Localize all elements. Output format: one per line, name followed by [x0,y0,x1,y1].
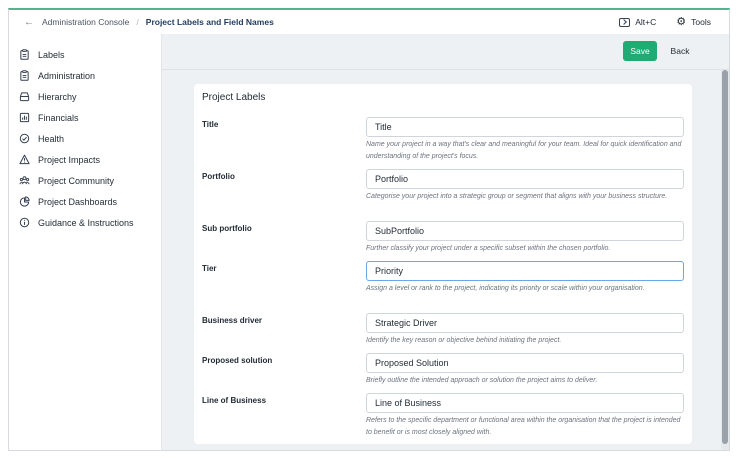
sidebar-item-label: Hierarchy [38,91,77,102]
sidebar-item-label: Labels [38,49,65,60]
dashboard-icon [19,196,30,207]
community-icon [19,175,30,186]
shortcut-label: Alt+C [635,17,657,27]
title-input[interactable]: Title [366,117,684,137]
breadcrumb-current: Project Labels and Field Names [145,17,274,27]
breadcrumb-parent[interactable]: Administration Console [42,17,130,27]
field-help-line-of-business: Refers to the specific department or functional area within the organisation that the project is intended to benefit or is most closely aligned with. [366,417,681,436]
sidebar-item-label: Administration [38,70,96,81]
sidebar-item-administration[interactable] [9,65,161,86]
card-title: Project Labels [202,92,266,103]
health-icon [19,133,30,144]
field-help-proposed-solution: Briefly outline the intended approach or solution the project aims to deliver. [366,377,598,384]
sidebar-item-label: Project Community [38,175,115,186]
line-of-business-input[interactable]: Line of Business [366,393,684,413]
sidebar-item-label: Guidance & Instructions [38,217,134,228]
scrollbar-thumb[interactable] [722,70,728,444]
clipboard-icon [19,70,30,81]
sidebar-item-label: Health [38,133,65,144]
field-label-title: Title [202,120,219,129]
sidebar-item-project-dashboards[interactable] [9,191,161,212]
warning-icon [19,154,30,165]
project-labels-card [194,84,692,444]
sidebar [9,34,161,450]
sidebar-item-label: Project Dashboards [38,196,118,207]
sidebar-item-label: Financials [38,112,79,123]
field-label-business-driver: Business driver [202,316,263,325]
breadcrumb-separator: / [136,17,139,27]
portfolio-input[interactable]: Portfolio [366,169,684,189]
save-button[interactable]: Save [623,41,657,61]
top-right-tools [619,10,711,34]
field-label-portfolio: Portfolio [202,172,235,181]
hierarchy-icon [19,91,30,102]
sidebar-item-project-community[interactable] [9,170,161,191]
arrow-left-icon[interactable]: ← [24,16,34,28]
tier-input[interactable]: Priority [366,261,684,281]
sidebar-item-project-impacts[interactable] [9,149,161,170]
app-window [8,8,730,451]
info-icon [19,217,30,228]
field-help-business-driver: Identify the key reason or objective behind initiating the project. [366,337,562,344]
proposed-solution-input[interactable]: Proposed Solution [366,353,684,373]
gear-icon: ⚙ [676,15,687,28]
back-button[interactable]: Back [666,41,694,61]
sidebar-item-hierarchy[interactable] [9,86,161,107]
sidebar-item-label: Project Impacts [38,154,101,165]
sidebar-item-financials[interactable] [9,107,161,128]
tools-button[interactable] [676,17,711,28]
sidebar-item-labels[interactable] [9,44,161,65]
action-bar [162,34,729,70]
field-label-tier: Tier [202,264,217,273]
tools-label: Tools [691,17,711,27]
field-help-title: Name your project in a way that's clear and meaningful for your team. Ideal for quick identification and understanding of the project's focus. [366,141,682,160]
business-driver-input[interactable]: Strategic Driver [366,313,684,333]
main-content [161,34,729,450]
field-help-sub-portfolio: Further classify your project under a specific subset within the chosen portfolio. [366,245,611,252]
field-help-portfolio: Categorise your project into a strategic group or segment that aligns with your business structure. [366,193,668,200]
field-label-proposed-solution: Proposed solution [202,356,273,365]
clipboard-icon [19,49,30,60]
sidebar-item-guidance-instructions[interactable] [9,212,161,233]
sub-portfolio-input[interactable]: SubPortfolio [366,221,684,241]
field-help-tier: Assign a level or rank to the project, indicating its priority or scale within your organisation. [366,285,645,292]
sidebar-item-health[interactable] [9,128,161,149]
field-label-sub-portfolio: Sub portfolio [202,224,252,233]
shortcut-button[interactable] [619,17,656,27]
field-label-line-of-business: Line of Business [202,396,267,405]
financials-icon [19,112,30,123]
top-bar [9,10,729,34]
keyboard-shortcut-icon [619,18,630,27]
